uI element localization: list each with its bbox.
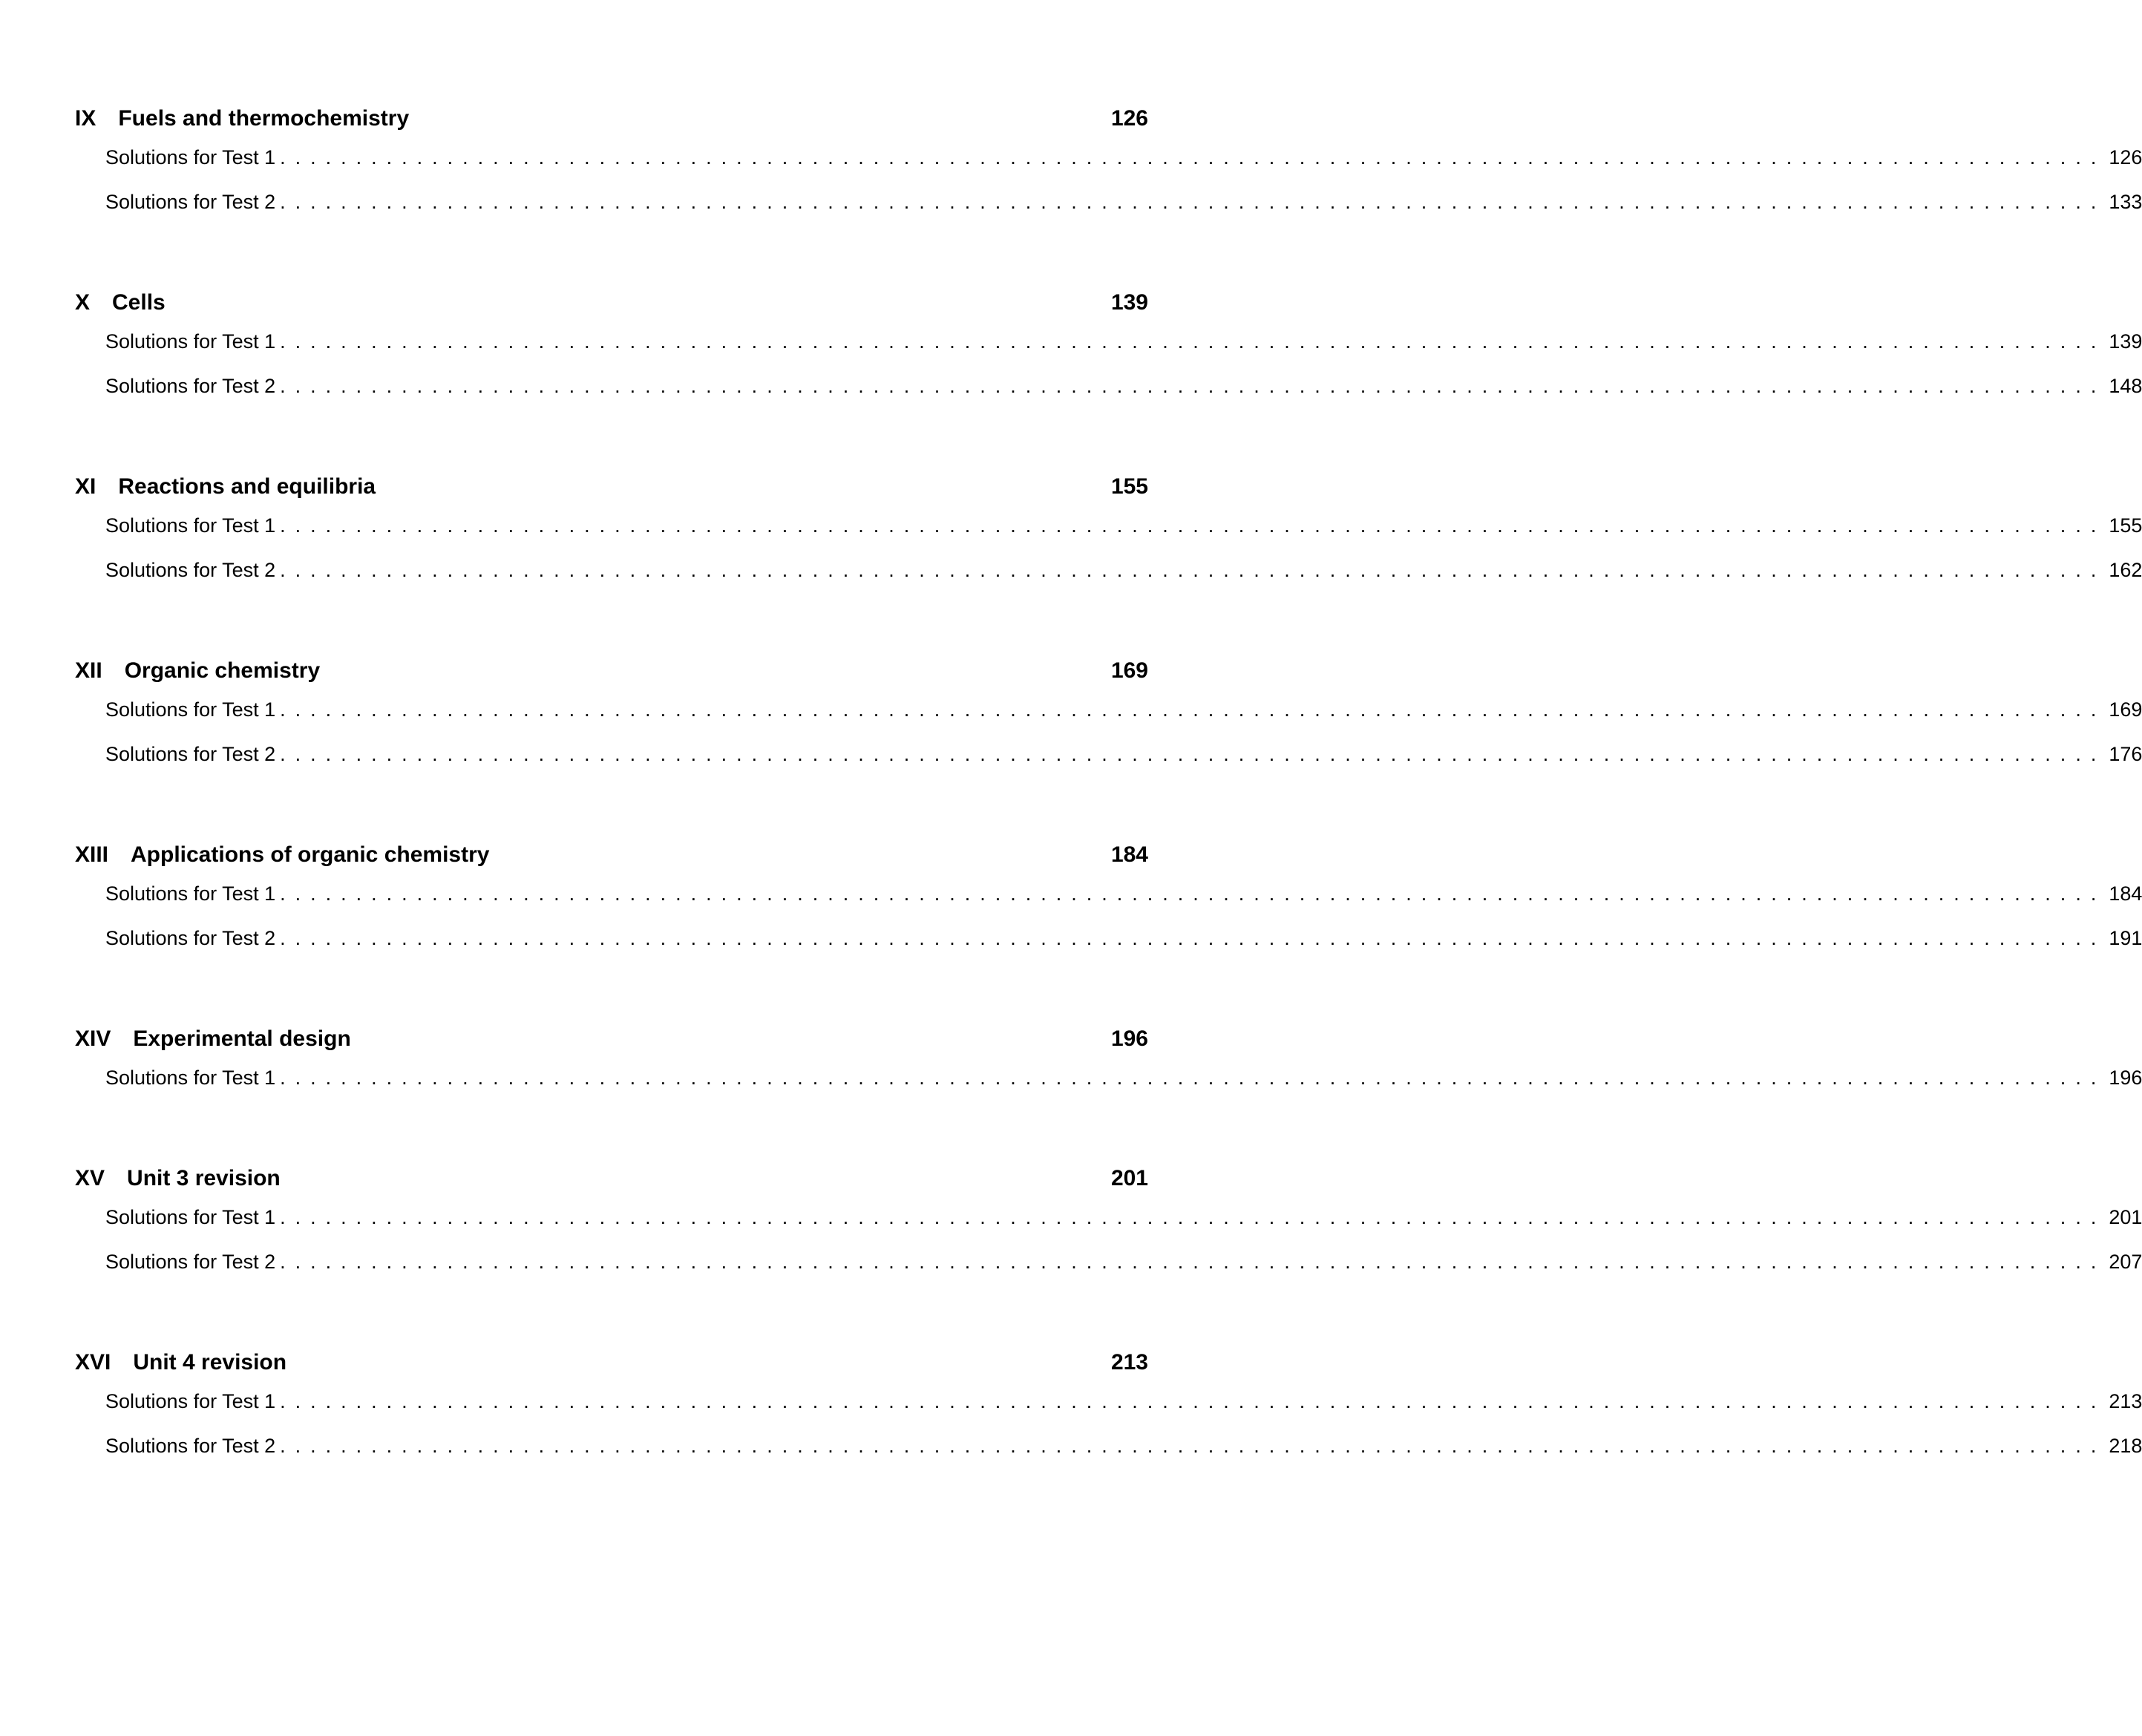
entry-label: Solutions for Test 2 xyxy=(105,927,276,949)
part-page-number: 155 xyxy=(1110,474,1148,499)
entry-page-number: 126 xyxy=(2109,146,2142,168)
entry-page-number: 207 xyxy=(2109,1251,2142,1273)
part-title: Organic chemistry xyxy=(124,658,321,683)
dot-leader: ........................................................................................................................ xyxy=(280,1251,2106,1273)
part-number: X xyxy=(75,290,91,315)
entry-page-number: 139 xyxy=(2109,330,2142,353)
dot-leader: ........................................................................................................................ xyxy=(280,559,2106,581)
entry-label: Solutions for Test 1 xyxy=(105,1067,276,1089)
dot-leader: ........................................................................................................................ xyxy=(280,375,2106,397)
entry-label: Solutions for Test 1 xyxy=(105,146,276,168)
entry-label: Solutions for Test 1 xyxy=(105,1390,276,1412)
toc-entry[interactable] xyxy=(105,364,2142,408)
part-number: XVI xyxy=(75,1350,111,1375)
part-number: XII xyxy=(75,658,102,683)
toc-part xyxy=(75,1023,2142,1100)
entry-label: Solutions for Test 1 xyxy=(105,330,276,353)
dot-leader: ........................................................................................................................ xyxy=(280,1435,2106,1457)
toc-entry[interactable] xyxy=(105,871,2142,916)
toc-part xyxy=(75,286,2142,408)
part-heading[interactable] xyxy=(75,1162,1148,1195)
toc-part xyxy=(75,839,2142,960)
part-heading[interactable] xyxy=(75,655,1148,687)
entry-label: Solutions for Test 1 xyxy=(105,698,276,721)
entry-page-number: 184 xyxy=(2109,882,2142,905)
toc-part xyxy=(75,471,2142,592)
entry-page-number: 133 xyxy=(2109,191,2142,213)
part-number: XIII xyxy=(75,842,109,867)
toc-entry[interactable] xyxy=(105,1379,2142,1424)
part-heading[interactable] xyxy=(75,286,1148,319)
part-page-number: 126 xyxy=(1110,106,1148,131)
dot-leader: ........................................................................................................................ xyxy=(280,146,2106,168)
part-page-number: 213 xyxy=(1110,1350,1148,1375)
entry-label: Solutions for Test 2 xyxy=(105,743,276,765)
entry-page-number: 196 xyxy=(2109,1067,2142,1089)
entry-label: Solutions for Test 1 xyxy=(105,882,276,905)
part-title: Fuels and thermochemistry xyxy=(118,106,410,131)
part-number: XIV xyxy=(75,1026,111,1051)
part-page-number: 196 xyxy=(1110,1026,1148,1051)
toc-entry[interactable] xyxy=(105,1239,2142,1284)
dot-leader: ........................................................................................................................ xyxy=(280,927,2106,949)
part-heading[interactable] xyxy=(75,1023,1148,1055)
toc-entry[interactable] xyxy=(105,319,2142,364)
part-title: Experimental design xyxy=(133,1026,351,1051)
part-heading[interactable] xyxy=(75,471,1148,503)
entry-page-number: 148 xyxy=(2109,375,2142,397)
entry-page-number: 162 xyxy=(2109,559,2142,581)
entry-page-number: 176 xyxy=(2109,743,2142,765)
toc-part xyxy=(75,655,2142,776)
part-page-number: 169 xyxy=(1110,658,1148,683)
toc-entry[interactable] xyxy=(105,135,2142,180)
entry-label: Solutions for Test 2 xyxy=(105,1435,276,1457)
toc-entry[interactable] xyxy=(105,1424,2142,1468)
dot-leader: ........................................................................................................................ xyxy=(280,698,2106,721)
part-number: XI xyxy=(75,474,96,499)
toc-entry[interactable] xyxy=(105,180,2142,224)
entry-label: Solutions for Test 1 xyxy=(105,514,276,537)
dot-leader: ........................................................................................................................ xyxy=(280,1390,2106,1412)
dot-leader: ........................................................................................................................ xyxy=(280,1067,2106,1089)
part-heading[interactable] xyxy=(75,839,1148,871)
entry-page-number: 201 xyxy=(2109,1206,2142,1228)
dot-leader: ........................................................................................................................ xyxy=(280,191,2106,213)
dot-leader: ........................................................................................................................ xyxy=(280,514,2106,537)
part-heading[interactable] xyxy=(75,102,1148,135)
entry-page-number: 169 xyxy=(2109,698,2142,721)
part-page-number: 184 xyxy=(1110,842,1148,867)
part-title: Applications of organic chemistry xyxy=(131,842,490,867)
part-title: Reactions and equilibria xyxy=(118,474,376,499)
dot-leader: ........................................................................................................................ xyxy=(280,1206,2106,1228)
entry-label: Solutions for Test 1 xyxy=(105,1206,276,1228)
toc-entry[interactable] xyxy=(105,548,2142,592)
entry-page-number: 191 xyxy=(2109,927,2142,949)
toc-entry[interactable] xyxy=(105,732,2142,776)
part-number: XV xyxy=(75,1166,105,1190)
part-title: Unit 4 revision xyxy=(133,1350,287,1375)
entry-label: Solutions for Test 2 xyxy=(105,191,276,213)
part-page-number: 201 xyxy=(1110,1166,1148,1190)
entry-page-number: 213 xyxy=(2109,1390,2142,1412)
entry-label: Solutions for Test 2 xyxy=(105,559,276,581)
toc-part xyxy=(75,102,2142,224)
entry-label: Solutions for Test 2 xyxy=(105,1251,276,1273)
part-title: Unit 3 revision xyxy=(127,1166,281,1190)
toc-part xyxy=(75,1162,2142,1284)
toc-entry[interactable] xyxy=(105,503,2142,548)
toc-entry[interactable] xyxy=(105,1195,2142,1239)
part-heading[interactable] xyxy=(75,1346,1148,1379)
dot-leader: ........................................................................................................................ xyxy=(280,882,2106,905)
entry-page-number: 155 xyxy=(2109,514,2142,537)
part-number: IX xyxy=(75,106,96,131)
dot-leader: ........................................................................................................................ xyxy=(280,330,2106,353)
toc-entry[interactable] xyxy=(105,916,2142,960)
part-title: Cells xyxy=(112,290,166,315)
toc-entry[interactable] xyxy=(105,1055,2142,1100)
toc-entry[interactable] xyxy=(105,687,2142,732)
dot-leader: ........................................................................................................................ xyxy=(280,743,2106,765)
part-page-number: 139 xyxy=(1110,290,1148,315)
entry-page-number: 218 xyxy=(2109,1435,2142,1457)
toc-part xyxy=(75,1346,2142,1468)
table-of-contents xyxy=(75,102,2142,1530)
entry-label: Solutions for Test 2 xyxy=(105,375,276,397)
